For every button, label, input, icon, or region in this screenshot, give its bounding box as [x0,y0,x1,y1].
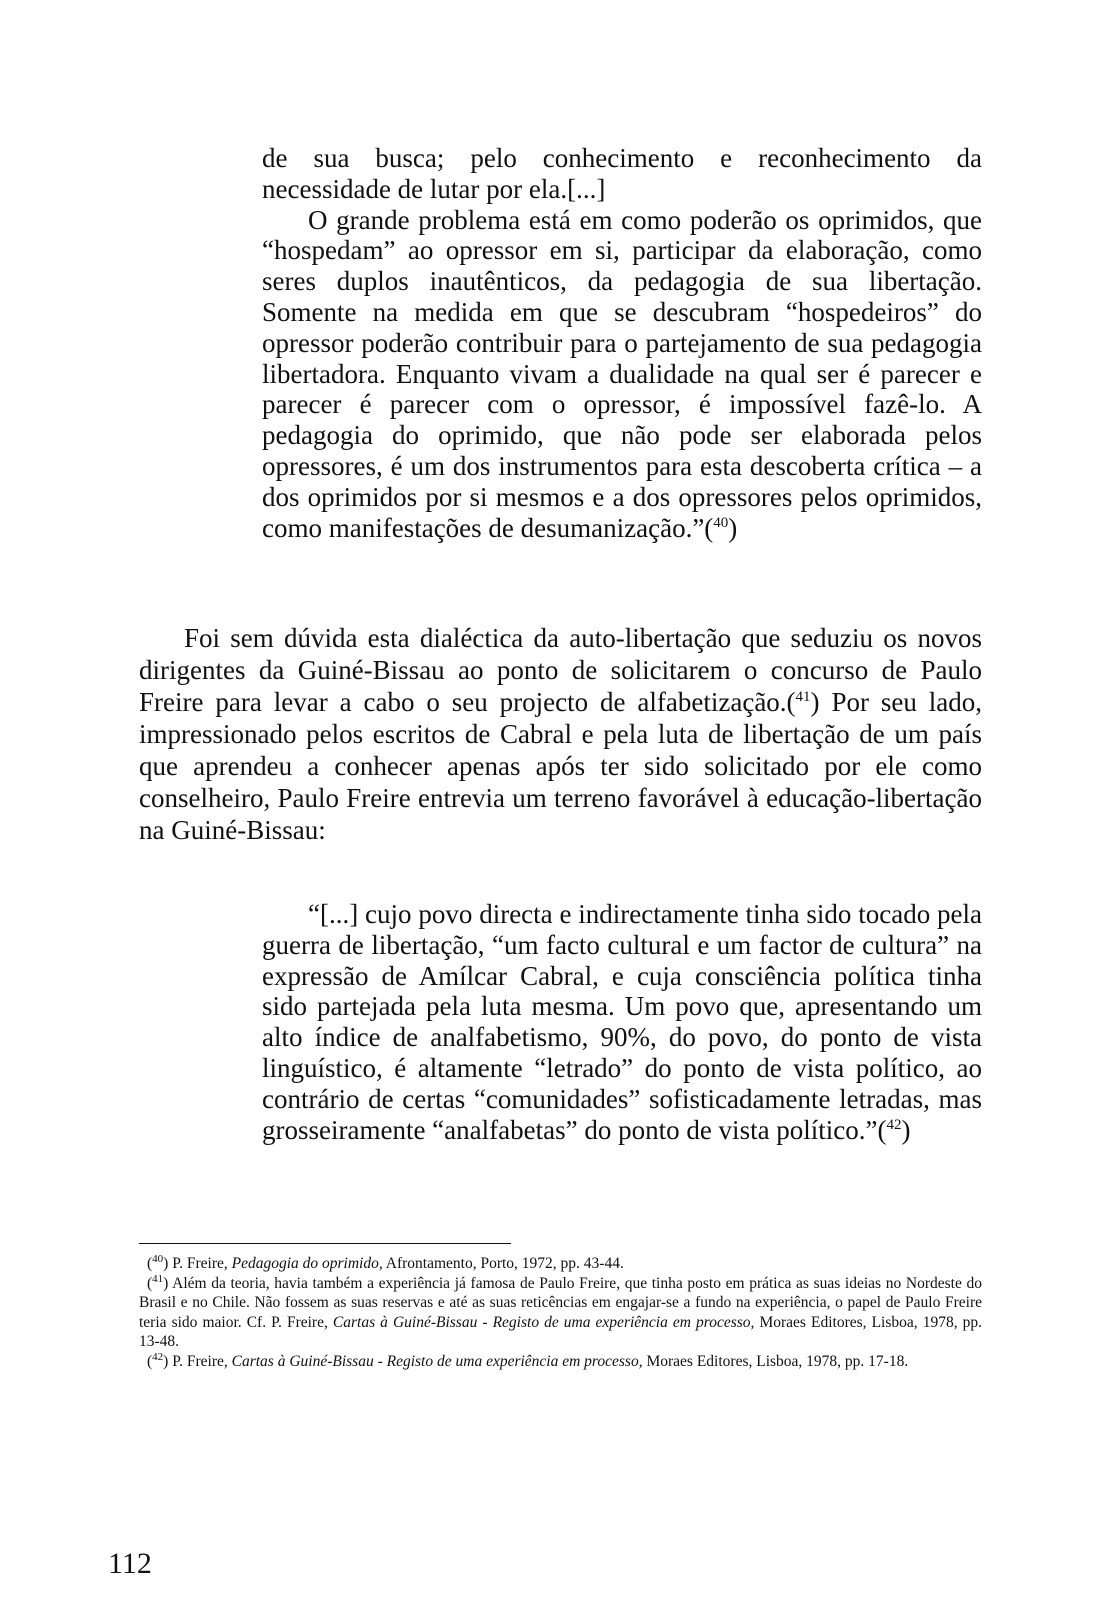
body-text-a: Foi sem dúvida esta dialéctica da auto-libertação que seduziu os novos dirigentes da Guiné-Bissau ao ponto de solicitarem o concurso de Paulo Freire para levar a cabo o seu projecto de alfabetização.( [139,623,982,717]
quote-line: de sua busca; pelo conhecimento e reconhecimento da necessidade de lutar por ela.[...] [262,143,982,204]
body-text-b: ) Por seu lado, impressionado pelos escritos de Cabral e pela luta de libertação de um país que aprendeu a conhecer apenas após ter sido solicitado por ele como conselheiro, Paulo Freire entrevia um terreno favorável à educação-libertação na Guiné-Bissau: [139,687,982,845]
footnote-text: Afrontamento, Porto, 1972, pp. 43-44. [382,1255,624,1272]
quote-paragraph [262,899,982,1145]
footnote-41: ($^{41}$) Além da teoria, havia também a experiência já famosa de Paulo Freire, que tinha posto em prática as suas ideias no Nordeste do Brasil e no Chile. Não fossem as suas reservas e até as suas reticências em engajar-se a fundo na experiência, o papel de Paulo Freire teria sido maior. Cf. P. Freire, Cartas à Guiné-Bissau - Registo de uma experiência em processo, Moraes Editores, Lisboa, 1978, pp. 13-48. [139,1272,982,1351]
quote-paragraph [262,205,982,544]
footnote-divider [139,1243,511,1244]
footnotes [139,1254,982,1372]
footnote-number: 40 [152,1252,164,1265]
footnote-ref-40[interactable]: 40 [713,514,729,531]
footnote-title: Pedagogia do oprimido, [231,1255,383,1272]
body-paragraph [139,622,982,846]
footnote-number: 42 [152,1350,164,1363]
page-number: 112 [108,1547,152,1580]
footnote-text: ) P. Freire, [163,1352,232,1370]
footnote-text: Moraes Editores, Lisboa, 1978, pp. 17-18. [642,1352,909,1370]
quote-close: ) [728,512,738,543]
quote-text: “[...] cujo povo directa e indirectamente tinha sido tocado pela guerra de libertação, “um facto cultural e um factor de cultura” na expressão de Amílcar Cabral, e cuja consciência política tinha sido partejada pela luta mesma. Um povo que, apresentando um alto índice de analfabetismo, 90%, do povo, do ponto de vista linguístico, é altamente “letrado” do ponto de vista político, ao contrário de certas “comunidades” sofisticadamente letradas, mas grosseiramente “analfabetas” do ponto de vista político.”( [262,899,982,1145]
footnote-number: 41 [152,1272,164,1285]
footnote-title: Cartas à Guiné-Bissau - Registo de uma experiência em processo, [332,1313,755,1331]
footnote-40: ($^{40}$) P. Freire, Pedagogia do oprimido, Afrontamento, Porto, 1972, pp. 43-44. [147,1252,624,1272]
footnote-42: ($^{42}$) P. Freire, Cartas à Guiné-Bissau - Registo de uma experiência em processo, Moraes Editores, Lisboa, 1978, pp. 17-18. [147,1350,909,1370]
footnote-text: Moraes Editores, Lisboa, 1978, pp. 13-48. [139,1313,982,1351]
footnote-ref-41[interactable]: 41 [795,689,811,705]
quote-close: ) [901,1114,911,1145]
footnote-title: Cartas à Guiné-Bissau - Registo de uma experiência em processo, [231,1352,643,1370]
footnote-ref-42[interactable]: 42 [886,1116,902,1133]
quote-text: O grande problema está em como poderão os oprimidos, que “hospedam” ao opressor em si, participar da elaboração, como seres duplos inautênticos, da pedagogia de sua libertação. Somente na medida em que se descubram “hospedeiros” do opressor poderão contribuir para o partejamento de sua pedagogia libertadora. Enquanto vivam a dualidade na qual ser é parecer e parecer é parecer com o opressor, é impossível fazê-lo. A pedagogia do oprimido, que não pode ser elaborada pelos opressores, é um dos instrumentos para esta descoberta crítica – a dos oprimidos por si mesmos e a dos opressores pelos oprimidos, como manifestações de desumanização.”( [262,204,982,543]
block-quote-freire-1 [262,143,982,543]
footnote-text: ) Além da teoria, havia também a experiência já famosa de Paulo Freire, que tinha posto em prática as suas ideias no Nordeste do Brasil e no Chile. Não fossem as suas reservas e até as suas reticências em engajar-se a fundo na experiência, o papel de Paulo Freire teria sido maior. Cf. P. Freire, [139,1274,982,1331]
block-quote-freire-2 [262,899,982,1145]
footnote-text: ) P. Freire, [163,1255,232,1272]
